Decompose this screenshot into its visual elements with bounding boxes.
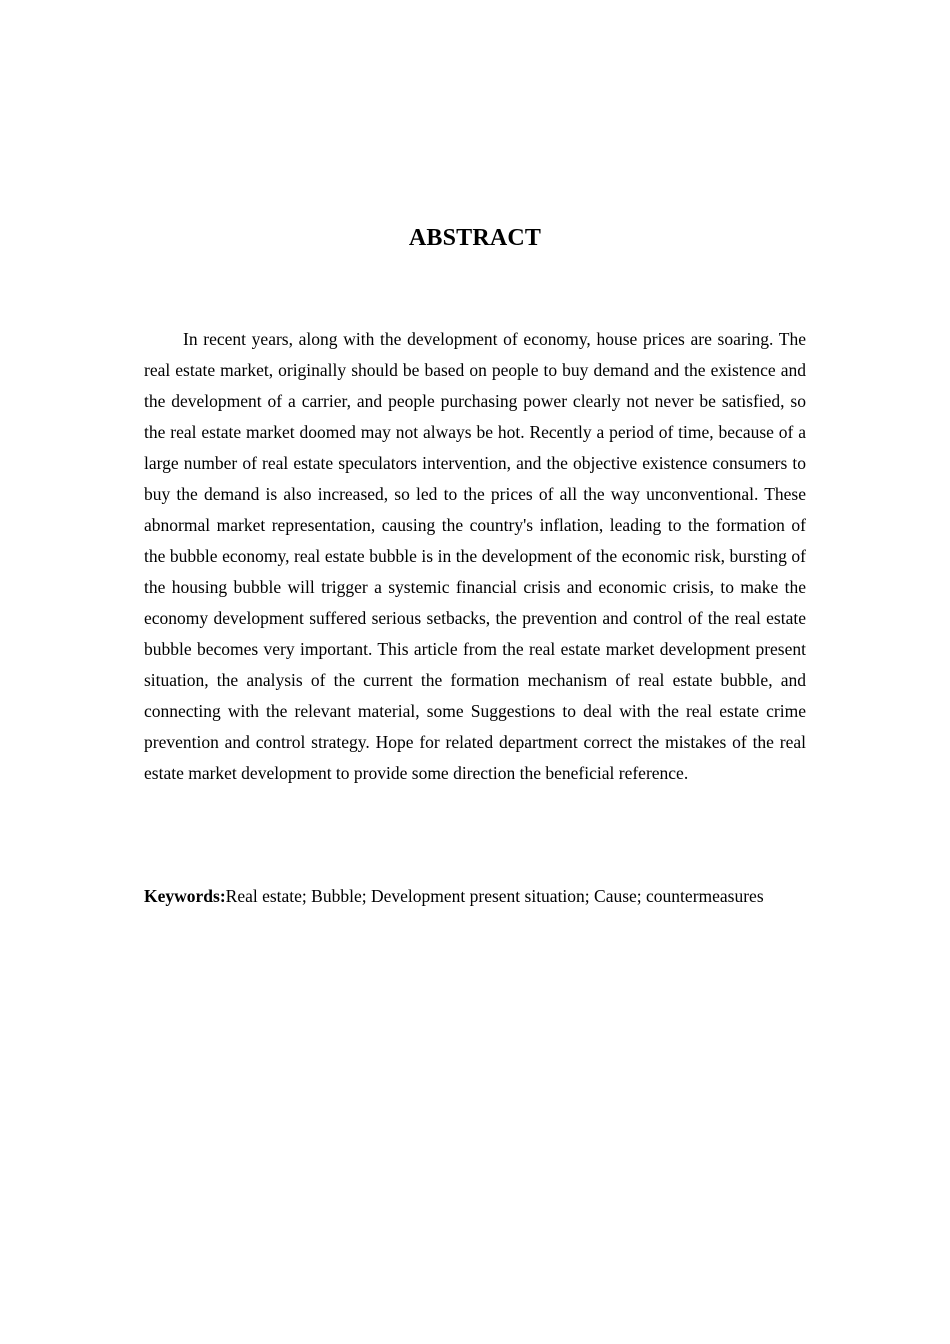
abstract-paragraph: In recent years, along with the development of economy, house prices are soaring. The real estate market, originally should be based on people to buy demand and the existence and the development of a carrier, and people purchasing power clearly not never be satisfied, so the real estate market doomed may not always be hot. Recently a period of time, because of a large number of real estate speculators intervention, and the objective existence consumers to buy the demand is also increased, so led to the prices of all the way unconventional. These abnormal market representation, causing the country's inflation, leading to the formation of the bubble economy, real estate bubble is in the development of the economic risk, bursting of the housing bubble will trigger a systemic financial crisis and economic crisis, to make the economy development suffered serious setbacks, the prevention and control of the real estate bubble becomes very important. This article from the real estate market development present situation, the analysis of the current the formation mechanism of real estate bubble, and connecting with the relevant material, some Suggestions to deal with the real estate crime prevention and control strategy. Hope for related department correct the mistakes of the real estate market development to provide some direction the beneficial reference. bbox=[144, 329, 806, 783]
page-title: ABSTRACT bbox=[408, 225, 542, 251]
keywords-label: Keywords: bbox=[144, 886, 226, 906]
keywords-line bbox=[144, 881, 806, 912]
keywords-list: Real estate; Bubble; Development present situation; Cause; countermeasures bbox=[225, 886, 764, 906]
